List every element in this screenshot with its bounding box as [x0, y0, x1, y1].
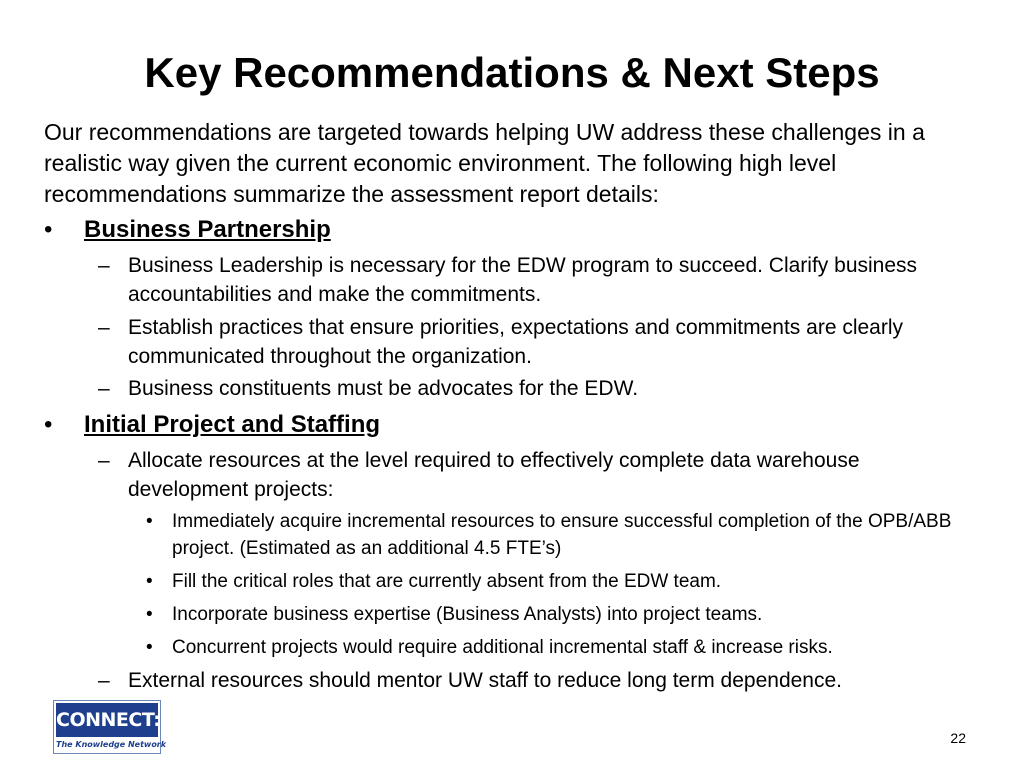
- bullet-marker: •: [44, 216, 53, 243]
- slide-title: Key Recommendations & Next Steps: [144, 49, 880, 96]
- bullet-marker: •: [146, 604, 153, 625]
- list-item: [98, 313, 978, 371]
- list-item: [98, 666, 978, 695]
- dash-marker: –: [98, 377, 110, 400]
- list-item-text: Business constituents must be advocates for the EDW.: [128, 377, 639, 400]
- list-item-text: Business Leadership is necessary for the EDW program to succeed. Clarify business accountabilities and make the commitments.: [128, 254, 918, 306]
- dash-marker: –: [98, 449, 110, 472]
- bullet-marker: •: [146, 571, 153, 592]
- logo-tagline: The Knowledge Network: [56, 740, 167, 749]
- section-heading-text: Business Partnership: [84, 216, 331, 243]
- sub-list-item: [146, 634, 976, 661]
- logo-wordmark: CONNECT:: [56, 703, 158, 737]
- bullet-marker: •: [146, 511, 153, 532]
- list-item-text: Allocate resources at the level required to effectively complete data warehouse development projects:: [128, 449, 860, 501]
- list-item: [98, 374, 978, 403]
- sub-list-item-text: Fill the critical roles that are currently absent from the EDW team.: [172, 571, 722, 592]
- dash-marker: –: [98, 669, 110, 692]
- bullet-marker: •: [146, 637, 153, 658]
- dash-marker: –: [98, 254, 110, 277]
- sub-list-item-text: Incorporate business expertise (Business Analysts) into project teams.: [172, 604, 763, 625]
- list-item: [98, 251, 978, 309]
- intro-paragraph: Our recommendations are targeted towards helping UW address these challenges in a realistic way given the current economic environment. The following high level recommendations summarize the assessment report details:: [44, 119, 925, 207]
- list-item: [98, 446, 978, 504]
- page-number: 22: [950, 730, 966, 746]
- connect-logo: [53, 700, 167, 754]
- sub-list-item-text: Immediately acquire incremental resources to ensure successful completion of the OPB/ABB project. (Estimated as an additional 4.5 FTE’s): [172, 511, 952, 559]
- sub-list-item: [146, 601, 976, 628]
- section-heading-text: Initial Project and Staffing: [84, 411, 381, 438]
- list-item-text: Establish practices that ensure priorities, expectations and commitments are clearly communicated throughout the organization.: [128, 316, 904, 368]
- sub-list-item: [146, 568, 976, 595]
- sub-list-item: [146, 508, 976, 562]
- bullet-marker: •: [44, 411, 53, 438]
- dash-marker: –: [98, 316, 110, 339]
- list-item-text: External resources should mentor UW staff to reduce long term dependence.: [128, 669, 842, 692]
- sub-list-item-text: Concurrent projects would require additional incremental staff & increase risks.: [172, 637, 833, 658]
